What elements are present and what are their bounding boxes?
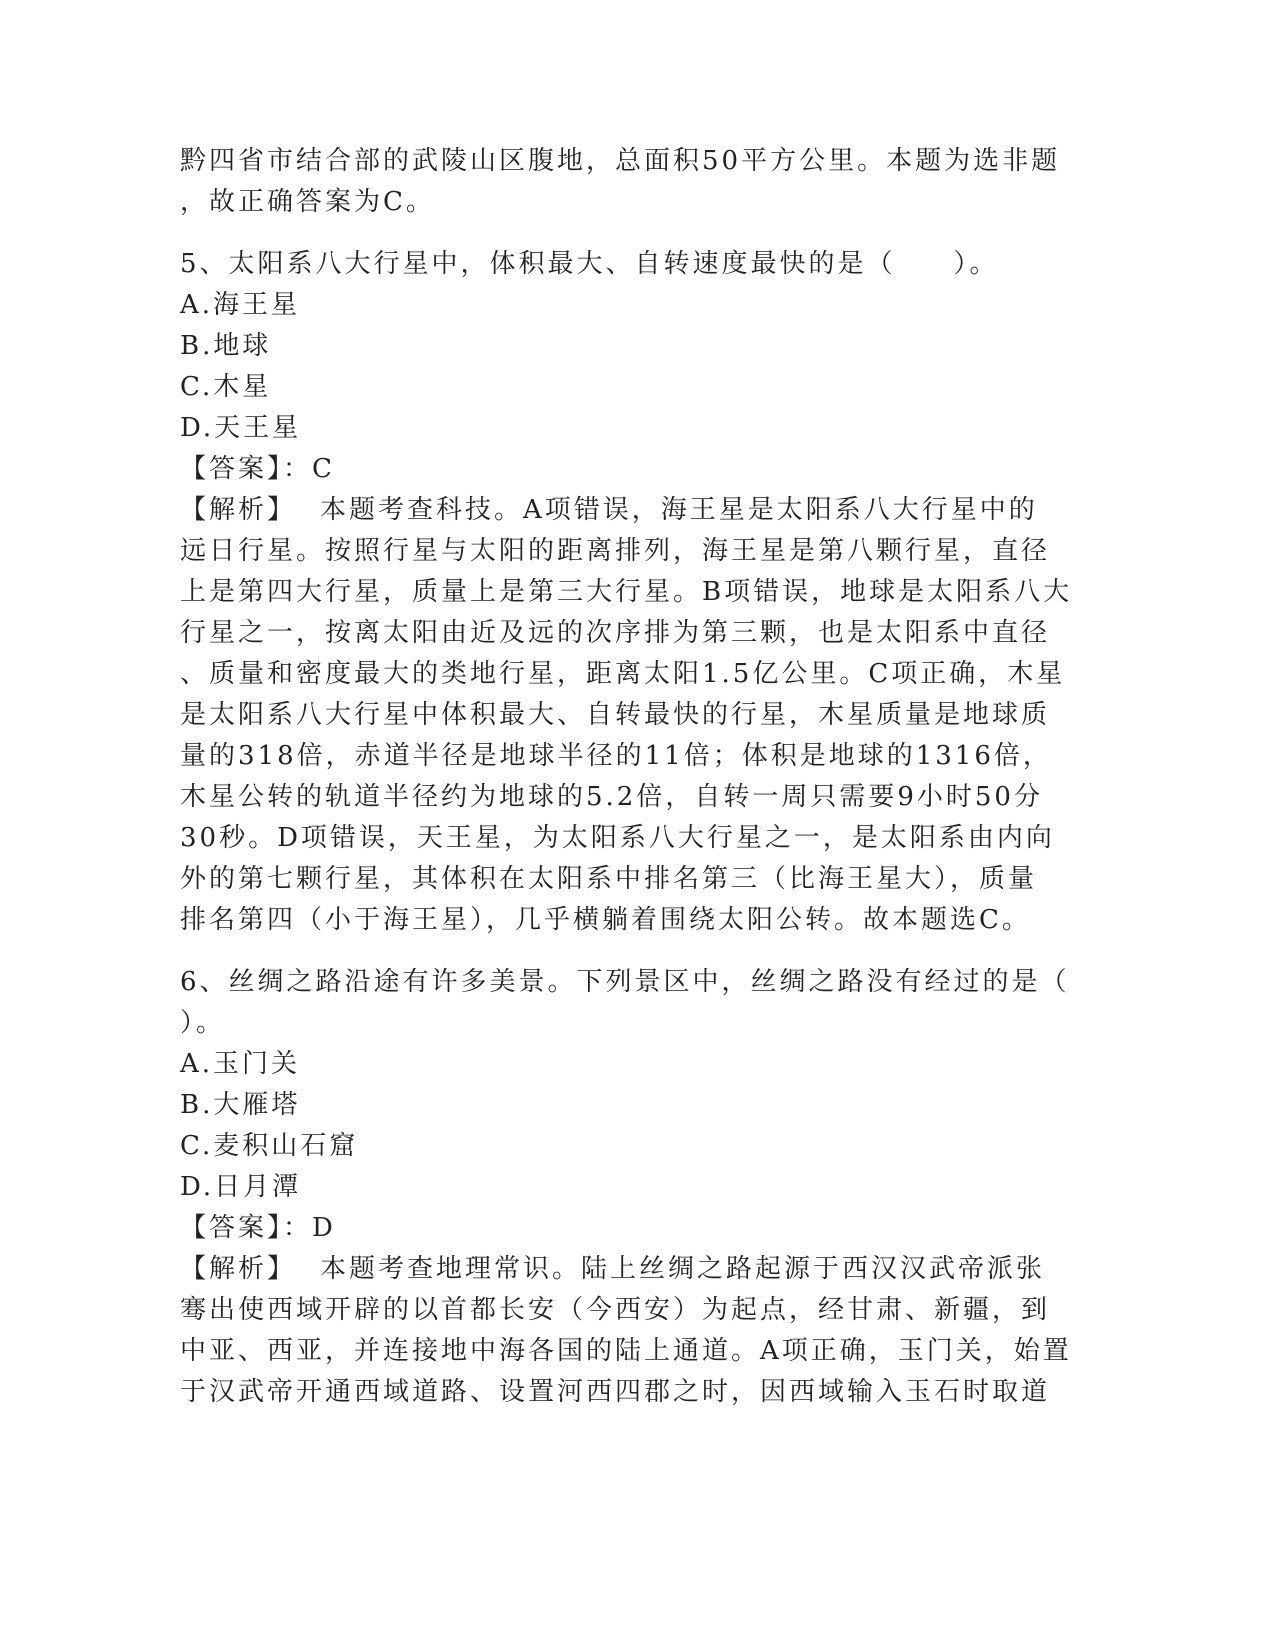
option-a: A.海王星 <box>180 290 301 320</box>
explanation-label: 【解析】 <box>180 495 297 525</box>
explanation-text: 本题考查地理常识。陆上丝绸之路起源于西汉汉武帝派张 <box>320 1254 1046 1284</box>
explanation-line: 行星之一，按离太阳由近及远的次序排为第三颗，也是太阳系中直径 <box>180 618 1051 648</box>
option-c: C.麦积山石窟 <box>180 1131 359 1161</box>
intro-text <box>180 141 1061 223</box>
explanation-line: 于汉武帝开通西域道路、设置河西四郡之时，因西域输入玉石时取道 <box>180 1377 1051 1407</box>
text-line: 黔四省市结合部的武陵山区腹地，总面积50平方公里。本题为选非题 <box>180 146 1061 176</box>
option-d: D.日月潭 <box>180 1172 302 1202</box>
explanation-line: 是太阳系八大行星中体积最大、自转最快的行星，木星质量是地球质 <box>180 700 1051 730</box>
explanation-line: 、质量和密度最大的类地行星，距离太阳1.5亿公里。C项正确，木星 <box>180 659 1066 689</box>
explanation-first-line <box>180 490 1045 531</box>
option-b: B.地球 <box>180 331 272 361</box>
explanation-line: 上是第四大行星，质量上是第三大行星。B项错误，地球是太阳系八大 <box>180 577 1073 607</box>
text-line: ，故正确答案为C。 <box>180 187 435 217</box>
option-b: B.大雁塔 <box>180 1090 301 1120</box>
explanation-line: 骞出使西域开辟的以首都长安（今西安）为起点，经甘肃、新疆，到 <box>180 1295 1051 1325</box>
explanation-line: 木星公转的轨道半径约为地球的5.2倍，自转一周只需要9小时50分 <box>180 782 1043 812</box>
question-text: 6、丝绸之路沿途有许多美景。下列景区中，丝绸之路没有经过的是（ <box>180 967 1070 997</box>
answer-line: 【答案】：D <box>180 1213 336 1243</box>
option-d: D.天王星 <box>180 413 302 443</box>
answer-line: 【答案】：C <box>180 454 335 484</box>
explanation-label: 【解析】 <box>180 1254 297 1284</box>
question-text: 5、太阳系八大行星中，体积最大、自转速度最快的是（ ）。 <box>180 249 999 279</box>
explanation-line: 排名第四（小于海王星），几乎横躺着围绕太阳公转。故本题选C。 <box>180 905 1031 935</box>
explanation-line: 30秒。D项错误，天王星，为太阳系八大行星之一，是太阳系由内向 <box>180 823 1055 853</box>
explanation-text: 本题考查科技。A项错误，海王星是太阳系八大行星中的 <box>320 495 1038 525</box>
option-a: A.玉门关 <box>180 1049 301 1079</box>
question-text: ）。 <box>180 1008 226 1038</box>
explanation-line: 中亚、西亚，并连接地中海各国的陆上通道。A项正确，玉门关，始置 <box>180 1336 1072 1366</box>
explanation-line: 量的318倍，赤道半径是地球半径的11倍；体积是地球的1316倍， <box>180 741 1052 771</box>
explanation-first-line <box>180 1249 1045 1290</box>
question-6 <box>180 962 1072 1413</box>
option-c: C.木星 <box>180 372 272 402</box>
question-5 <box>180 244 1073 941</box>
explanation-line: 远日行星。按照行星与太阳的距离排列，海王星是第八颗行星，直径 <box>180 536 1051 566</box>
document-page <box>180 141 1073 1413</box>
explanation-line: 外的第七颗行星，其体积在太阳系中排名第三（比海王星大），质量 <box>180 864 1038 894</box>
